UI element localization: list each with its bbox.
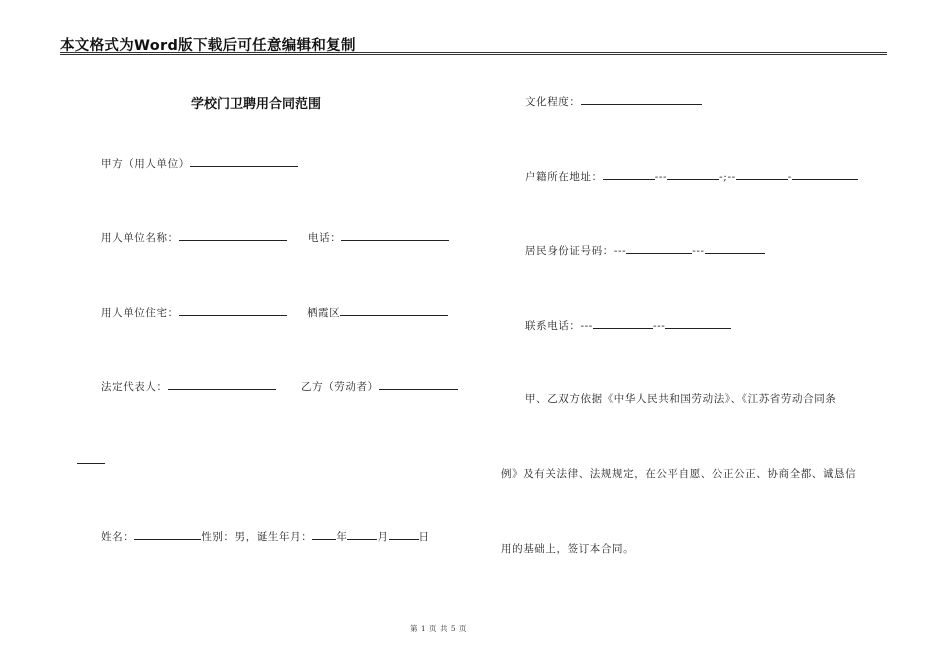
contract-basis-line-1: 甲、乙双方依据《中华人民共和国劳动法》、《江苏省劳动合同条 [525,393,837,405]
header-rule-bottom [60,54,887,55]
unit-address-label: 用人单位住宅： [101,307,179,319]
birth-label: 诞生年月： [256,531,313,543]
contract-basis-line-3: 用的基础上，签订本合同。 [501,543,635,555]
personal-info-line [101,528,430,544]
unit-name-blank[interactable] [179,229,287,241]
party-b-blank[interactable] [379,378,458,390]
unit-address-blank[interactable] [179,304,287,316]
id-sep: --- [692,245,705,257]
legal-rep-field [101,378,276,394]
education-field [525,93,702,109]
gender-label: 性别： [201,531,235,543]
month-label: 月 [377,531,389,543]
household-blank-1[interactable] [603,168,655,180]
page-number-footer: 第 1 页 共 5 页 [410,624,467,633]
document-title: 学校门卫聘用合同范围 [191,97,322,112]
id-prefix: --- [613,245,627,257]
household-blank-3[interactable] [736,168,788,180]
legal-rep-blank[interactable] [168,378,276,390]
party-a-blank[interactable] [190,155,298,167]
party-a-field [101,155,298,171]
header-rule-top [60,52,887,53]
household-field [525,168,858,184]
party-b-field [301,378,458,394]
download-note-header: 本文格式为Word版下载后可任意编辑和复制 [60,38,356,54]
gender-value: 男， [234,531,257,543]
id-blank-1[interactable] [626,242,692,254]
contract-basis-line-2: 例》及有关法律、法规规定，在公平自愿、公正公正、协商全都、诚恳信 [501,468,857,480]
contact-blank-1[interactable] [593,317,653,329]
id-blank-2[interactable] [705,242,765,254]
household-blank-4[interactable] [792,168,858,180]
household-sep-2: -;-- [719,171,736,183]
legal-rep-label: 法定代表人： [101,381,168,393]
household-sep-3: - [787,171,792,183]
id-number-label: 居民身份证号码： [525,245,614,257]
contact-blank-2[interactable] [665,317,731,329]
day-label: 日 [418,531,430,543]
household-label: 户籍所在地址： [525,171,603,183]
education-blank[interactable] [581,93,702,105]
unit-name-field [101,229,287,245]
contact-phone-field [525,317,731,333]
contact-prefix: --- [580,320,593,332]
id-number-field [525,242,765,258]
phone-field [308,229,449,245]
household-sep-1: --- [654,171,668,183]
name-blank[interactable] [134,528,201,540]
district-label: 栖霞区 [307,307,341,319]
name-label: 姓名： [101,531,135,543]
contact-phone-label: 联系电话： [525,320,581,332]
unit-address-field [101,304,287,320]
birth-month-blank[interactable] [347,528,377,540]
phone-label: 电话： [308,232,342,244]
birth-day-blank[interactable] [389,528,419,540]
phone-blank[interactable] [341,229,449,241]
unit-name-label: 用人单位名称： [101,232,179,244]
education-label: 文化程度： [525,96,581,108]
party-a-label: 甲方（用人单位） [101,158,190,170]
contact-sep: --- [652,320,666,332]
party-b-label: 乙方（劳动者） [301,381,379,393]
district-blank[interactable] [340,304,448,316]
party-b-blank-continued[interactable] [77,463,105,464]
year-label: 年 [336,531,348,543]
birth-year-blank[interactable] [312,528,336,540]
district-field [307,304,448,320]
household-blank-2[interactable] [667,168,719,180]
